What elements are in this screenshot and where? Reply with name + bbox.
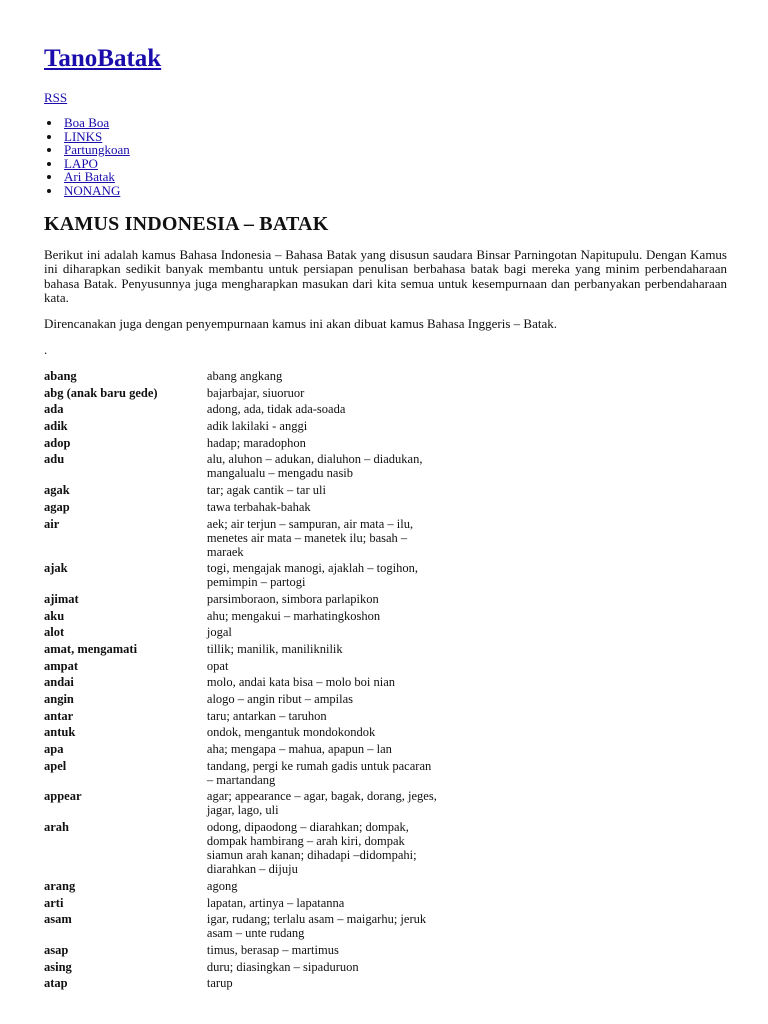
meaning-line: tillik; manilik, maniliknilik	[206, 641, 343, 656]
meaning-line: lapatan, artinya – lapatanna	[206, 895, 345, 910]
dictionary-term: ampat	[44, 658, 79, 673]
dictionary-meaning	[207, 659, 504, 676]
meaning-line: – martandang	[206, 772, 276, 787]
table-row	[44, 369, 504, 386]
meaning-line: aek; air terjun – sampuran, air mata – ilu,	[206, 516, 414, 531]
nav-item	[62, 116, 130, 130]
dictionary-meaning	[207, 561, 504, 592]
meaning-line: maraek	[206, 544, 244, 559]
table-row	[44, 725, 504, 742]
rss-link[interactable]: RSS	[44, 90, 68, 105]
dictionary-meaning	[207, 500, 504, 517]
table-row	[44, 976, 504, 993]
table-row	[44, 402, 504, 419]
dictionary-meaning	[207, 879, 504, 896]
nav-link-links[interactable]: LINKS	[64, 128, 103, 144]
table-row	[44, 452, 504, 483]
table-row	[44, 419, 504, 436]
nav-item	[62, 170, 130, 184]
dictionary-term: arti	[44, 895, 64, 910]
table-row	[44, 879, 504, 896]
table-row	[44, 659, 504, 676]
dictionary-term: atap	[44, 976, 68, 991]
meaning-line: hadap; maradophon	[206, 435, 306, 450]
dictionary-term: arah	[44, 820, 69, 835]
dictionary-meaning	[207, 675, 504, 692]
meaning-line: togi, mengajak manogi, ajaklah – togihon,	[206, 561, 418, 576]
dictionary-term: adop	[44, 435, 71, 450]
table-row	[44, 436, 504, 453]
dictionary-body	[44, 369, 504, 993]
dictionary-term: asam	[44, 912, 72, 927]
meaning-line: timus, berasap – martimus	[206, 942, 339, 957]
meaning-line: agar; appearance – agar, bagak, dorang, jeges,	[206, 789, 437, 804]
table-row	[44, 675, 504, 692]
meaning-line: menetes air mata – manetek ilu; basah –	[206, 530, 408, 545]
nav-link-boa-boa[interactable]: Boa Boa	[64, 115, 110, 130]
dictionary-meaning	[207, 692, 504, 709]
meaning-line: igar, rudang; terlalu asam – maigarhu; jeruk	[206, 912, 427, 927]
table-row	[44, 609, 504, 626]
table-row	[44, 483, 504, 500]
meaning-line: adik lakilaki - anggi	[206, 419, 308, 434]
dictionary-meaning	[207, 725, 504, 742]
meaning-line: taru; antarkan – taruhon	[206, 708, 327, 723]
meaning-line: mangalualu – mengadu nasib	[206, 466, 354, 481]
meaning-line: tandang, pergi ke rumah gadis untuk pacaran	[206, 758, 432, 773]
dictionary-term: abg (anak baru gede)	[44, 385, 158, 400]
table-row	[44, 943, 504, 960]
dictionary-term: aku	[44, 608, 65, 623]
meaning-line: asam – unte rudang	[206, 926, 305, 941]
dictionary-term: arang	[44, 878, 76, 893]
meaning-line: tar; agak cantik – tar uli	[206, 483, 326, 498]
meaning-line: ondok, mengantuk mondokondok	[206, 725, 376, 740]
article-heading: KAMUS INDONESIA – BATAK	[44, 213, 329, 235]
dictionary-meaning	[207, 609, 504, 626]
dictionary-meaning	[207, 976, 504, 993]
table-row	[44, 561, 504, 592]
dictionary-meaning	[207, 402, 504, 419]
meaning-line: siamun arah kanan; dihadapi –didompahi;	[206, 848, 417, 863]
meaning-line: alogo – angin ribut – ampilas	[206, 692, 354, 706]
intro-paragraph: Berikut ini adalah kamus Bahasa Indonesia – Bahasa Batak yang disusun saudara Binsar Parningotan Napitupulu. Dengan Kamus ini diharapkan sedikit banyak membantu untuk persiapan penulisan berbahasa batak bagi mereka yang minim perbendaharaan bahasa Batak. Penyusunnya juga mengharapkan masukan dari kita semua untuk kesempurnaan dan perbanyakan perbendaharaan kata.	[44, 247, 727, 306]
table-row	[44, 386, 504, 403]
dictionary-term: amat, mengamati	[44, 641, 138, 656]
dictionary-term: ada	[44, 402, 64, 417]
dictionary-term: apel	[44, 758, 67, 773]
table-row	[44, 960, 504, 977]
dictionary-term: apa	[44, 742, 64, 757]
dictionary-table	[44, 369, 504, 993]
dictionary-term: ajak	[44, 561, 68, 576]
meaning-line: duru; diasingkan – sipaduruon	[206, 959, 359, 974]
nav-item	[62, 143, 130, 157]
meaning-line: agong	[206, 878, 238, 893]
meaning-line: diarahkan – dijuju	[206, 862, 298, 877]
dictionary-meaning	[207, 943, 504, 960]
meaning-line: odong, dipaodong – diarahkan; dompak,	[206, 820, 409, 835]
dictionary-meaning	[207, 896, 504, 913]
dictionary-term: ajimat	[44, 591, 79, 606]
meaning-line: alu, aluhon – adukan, dialuhon – diadukan,	[206, 452, 423, 467]
dictionary-meaning	[207, 820, 504, 879]
meaning-line: aha; mengapa – mahua, apapun – lan	[206, 742, 392, 757]
dictionary-meaning	[207, 592, 504, 609]
dictionary-term: andai	[44, 675, 74, 690]
dictionary-term: angin	[44, 692, 74, 706]
nav-menu	[62, 116, 130, 198]
dictionary-meaning	[207, 759, 504, 790]
meaning-line: dompak hambirang – arah kiri, dompak	[206, 834, 405, 849]
dictionary-meaning	[207, 419, 504, 436]
nav-item	[62, 157, 130, 171]
nav-item	[62, 130, 130, 144]
meaning-line: tarup	[206, 976, 233, 991]
table-row	[44, 642, 504, 659]
dictionary-term: antar	[44, 708, 74, 723]
meaning-line: tawa terbahak-bahak	[206, 499, 311, 514]
dictionary-meaning	[207, 452, 504, 483]
meaning-line: jagar, lago, uli	[206, 803, 279, 818]
meaning-line: ahu; mengakui – marhatingkoshon	[206, 608, 381, 623]
meaning-line: pemimpin – partogi	[206, 575, 306, 590]
dictionary-term: air	[44, 516, 60, 531]
table-row	[44, 820, 504, 879]
dictionary-term: alot	[44, 625, 65, 640]
table-row	[44, 625, 504, 642]
meaning-line: bajarbajar, siuoruor	[206, 385, 305, 400]
dictionary-term: asap	[44, 942, 69, 957]
separator-dot: .	[44, 342, 48, 357]
dictionary-meaning	[207, 789, 504, 820]
meaning-line: parsimboraon, simbora parlapikon	[206, 591, 379, 606]
meaning-line: molo, andai kata bisa – molo boi nian	[206, 675, 396, 690]
table-row	[44, 742, 504, 759]
dictionary-meaning	[207, 386, 504, 403]
nav-item	[62, 184, 130, 198]
meaning-line: adong, ada, tidak ada-soada	[206, 402, 346, 417]
dictionary-term: appear	[44, 789, 82, 804]
dictionary-meaning	[207, 625, 504, 642]
meaning-line: abang angkang	[206, 369, 283, 383]
site-title-link[interactable]: TanoBatak	[44, 45, 162, 72]
dictionary-term: agap	[44, 499, 70, 514]
table-row	[44, 896, 504, 913]
nav-link-nonang[interactable]: NONANG	[64, 182, 121, 198]
nav-link-ari-batak[interactable]: Ari Batak	[64, 169, 115, 185]
table-row	[44, 692, 504, 709]
dictionary-meaning	[207, 642, 504, 659]
meaning-line: opat	[206, 658, 229, 673]
dictionary-meaning	[207, 912, 504, 943]
nav-link-partungkoan[interactable]: Partungkoan	[64, 142, 130, 158]
dictionary-meaning	[207, 709, 504, 726]
dictionary-term: abang	[44, 369, 77, 383]
table-row	[44, 789, 504, 820]
nav-link-lapo[interactable]: LAPO	[64, 155, 98, 171]
plan-paragraph: Direncanakan juga dengan penyempurnaan kamus ini akan dibuat kamus Bahasa Inggeris – Batak.	[44, 316, 557, 331]
table-row	[44, 709, 504, 726]
meaning-line: jogal	[206, 625, 232, 640]
table-row	[44, 759, 504, 790]
dictionary-term: antuk	[44, 725, 76, 740]
dictionary-meaning	[207, 369, 504, 386]
dictionary-meaning	[207, 483, 504, 500]
dictionary-term: adu	[44, 452, 65, 467]
dictionary-meaning	[207, 517, 504, 562]
table-row	[44, 500, 504, 517]
dictionary-meaning	[207, 742, 504, 759]
table-row	[44, 912, 504, 943]
table-row	[44, 592, 504, 609]
table-row	[44, 517, 504, 562]
dictionary-term: agak	[44, 483, 70, 498]
dictionary-term: asing	[44, 959, 72, 974]
dictionary-term: adik	[44, 419, 68, 434]
dictionary-meaning	[207, 960, 504, 977]
dictionary-meaning	[207, 436, 504, 453]
